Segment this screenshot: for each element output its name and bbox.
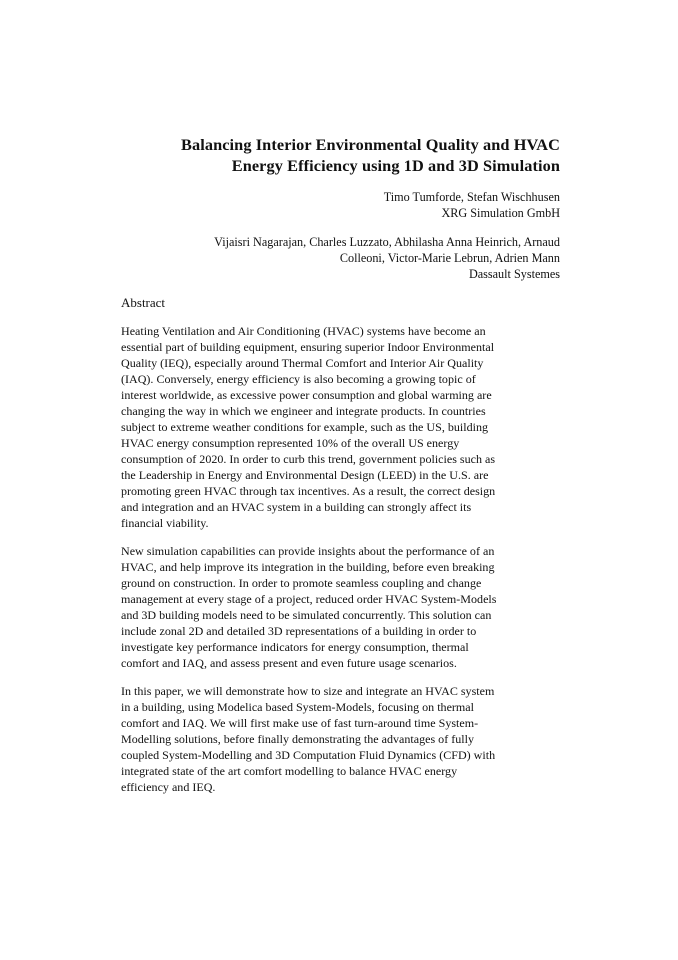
text-line: Heating Ventilation and Air Conditioning (HVAC) systems have become an bbox=[121, 324, 486, 338]
text-line: comfort and IAQ, and assess present and even future usage scenarios. bbox=[121, 656, 457, 670]
author-affiliation-xrg bbox=[120, 189, 560, 221]
author-names: Timo Tumforde, Stefan Wischhusen bbox=[383, 190, 560, 204]
text-line: and 3D building models need to be simulated concurrently. This solution can bbox=[121, 608, 492, 622]
author-names: Vijaisri Nagarajan, Charles Luzzato, Abhilasha Anna Heinrich, Arnaud bbox=[214, 235, 560, 249]
text-line: HVAC energy consumption represented 10% of the overall US energy bbox=[121, 436, 460, 450]
text-line: In this paper, we will demonstrate how to size and integrate an HVAC system bbox=[121, 684, 495, 698]
text-line: Quality (IEQ), especially around Thermal Comfort and Interior Air Quality bbox=[121, 356, 484, 370]
organization-name: Dassault Systemes bbox=[468, 267, 560, 281]
text-line: management at every stage of a project, reduced order HVAC System-Models bbox=[121, 592, 497, 606]
text-line: coupled System-Modelling and 3D Computation Fluid Dynamics (CFD) with bbox=[121, 748, 496, 762]
text-line: in a building, using Modelica based System-Models, focusing on thermal bbox=[121, 700, 474, 714]
text-line: financial viability. bbox=[121, 516, 209, 530]
paper-title bbox=[120, 134, 560, 176]
title-line: Energy Efficiency using 1D and 3D Simulation bbox=[231, 156, 560, 175]
text-line: investigate key performance indicators for energy consumption, thermal bbox=[121, 640, 469, 654]
text-line: essential part of building equipment, ensuring superior Indoor Environmental bbox=[121, 340, 495, 354]
text-line: changing the way in which we engineer and integrate products. In countries bbox=[121, 404, 486, 418]
text-line: and integration and an HVAC system in a building can strongly affect its bbox=[121, 500, 472, 514]
text-line: interest worldwide, as excessive power consumption and global warming are bbox=[121, 388, 492, 402]
abstract-paragraph-1 bbox=[121, 323, 561, 531]
text-line: include zonal 2D and detailed 3D representations of a building in order to bbox=[121, 624, 477, 638]
text-line: efficiency and IEQ. bbox=[121, 780, 216, 794]
text-line: HVAC, and help improve its integration in the building, before even breaking bbox=[121, 560, 495, 574]
text-line: (IAQ). Conversely, energy efficiency is also becoming a growing topic of bbox=[121, 372, 476, 386]
text-line: Modelling solutions, before finally demonstrating the advantages of fully bbox=[121, 732, 474, 746]
organization-name: XRG Simulation GmbH bbox=[441, 206, 560, 220]
text-line: comfort and IAQ. We will first make use of fast turn-around time System- bbox=[121, 716, 479, 730]
abstract-heading: Abstract bbox=[121, 295, 166, 310]
author-names: Colleoni, Victor-Marie Lebrun, Adrien Mann bbox=[339, 251, 560, 265]
text-line: consumption of 2020. In order to curb this trend, government policies such as bbox=[121, 452, 496, 466]
text-line: promoting green HVAC through tax incentives. As a result, the correct design bbox=[121, 484, 496, 498]
author-affiliation-dassault bbox=[120, 234, 560, 282]
abstract-paragraph-2 bbox=[121, 543, 561, 671]
text-line: New simulation capabilities can provide insights about the performance of an bbox=[121, 544, 495, 558]
text-line: the Leadership in Energy and Environmental Design (LEED) in the U.S. are bbox=[121, 468, 489, 482]
abstract-paragraph-3 bbox=[121, 683, 561, 795]
text-line: integrated state of the art comfort modelling to balance HVAC energy bbox=[121, 764, 458, 778]
title-line: Balancing Interior Environmental Quality and HVAC bbox=[181, 135, 560, 154]
text-line: ground on construction. In order to promote seamless coupling and change bbox=[121, 576, 482, 590]
text-line: subject to extreme weather conditions for example, such as the US, building bbox=[121, 420, 489, 434]
